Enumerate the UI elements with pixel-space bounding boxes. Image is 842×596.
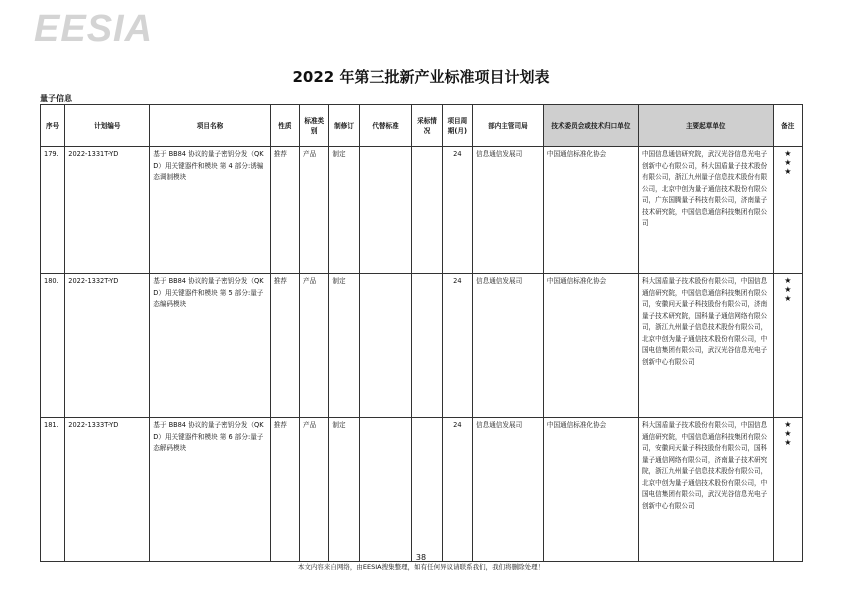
star-icon: ★: [784, 285, 792, 294]
cell-std-type: 产品: [300, 418, 329, 562]
cell-dept: 信息通信发展司: [473, 147, 544, 274]
cell-adopt: [412, 147, 442, 274]
cell-no: 179.: [41, 147, 65, 274]
header-no: 序号: [41, 105, 65, 147]
cell-replace: [359, 274, 412, 418]
table-row: [41, 274, 803, 418]
header-plan-no: 计划编号: [65, 105, 150, 147]
cell-period: 24: [442, 418, 472, 562]
cell-plan-no: 2022-1332T-YD: [65, 274, 150, 418]
cell-adopt: [412, 274, 442, 418]
cell-committee: 中国通信标准化协会: [543, 147, 638, 274]
star-icon: ★: [784, 294, 792, 303]
header-remark: 备注: [773, 105, 802, 147]
header-revise: 制修订: [329, 105, 359, 147]
header-period: 项目周期(月): [442, 105, 472, 147]
section-label: 量子信息: [40, 94, 72, 103]
cell-period: 24: [442, 147, 472, 274]
cell-nature: 推荐: [270, 274, 299, 418]
header-replace: 代替标准: [359, 105, 412, 147]
cell-units: 科大国盾量子技术股份有限公司，中国信息通信研究院，中国信息通信科技集团有限公司，安徽问天量子科技股份有限公司，国科量子通信网络有限公司，济南量子技术研究院，浙江九州量子信息技术股份有限公司，北京中创为量子通信技术股份有限公司，中国电信集团有限公司，武汉光谷信息光电子创新中心有限公司: [638, 418, 773, 562]
cell-period: 24: [442, 274, 472, 418]
star-icon: ★: [784, 420, 792, 429]
header-std-type: 标准类别: [300, 105, 329, 147]
table-row: [41, 418, 803, 562]
cell-plan-no: 2022-1331T-YD: [65, 147, 150, 274]
cell-dept: 信息通信发展司: [473, 418, 544, 562]
header-units: 主要起草单位: [638, 105, 773, 147]
footer-notice: 本文内容来自网络，由EESIA搜集整理，如有任何异议请联系我们，我们将删除处理！: [297, 563, 545, 571]
cell-committee: 中国通信标准化协会: [543, 418, 638, 562]
cell-units: 中国信息通信研究院，武汉光谷信息光电子创新中心有限公司，科大国盾量子技术股份有限公司，浙江九州量子信息技术股份有限公司，北京中创为量子通信技术股份有限公司，广东国腾量子科技有限公司，济南量子技术研究院，中国信息通信科技集团有限公司: [638, 147, 773, 274]
star-icon: ★: [784, 276, 792, 285]
star-icon: ★: [784, 167, 792, 176]
cell-name: 基于 BB84 协议的量子密钥分发（QKD）用关键器件和模块 第 6 部分:量子态解码模块: [150, 418, 270, 562]
cell-name: 基于 BB84 协议的量子密钥分发（QKD）用关键器件和模块 第 5 部分:量子态编码模块: [150, 274, 270, 418]
star-icon: ★: [784, 158, 792, 167]
cell-remark: [773, 147, 802, 274]
page-number: 38: [415, 553, 427, 562]
plan-table: [40, 104, 803, 562]
cell-remark: [773, 418, 802, 562]
cell-dept: 信息通信发展司: [473, 274, 544, 418]
cell-no: 180.: [41, 274, 65, 418]
star-icon: ★: [784, 438, 792, 447]
page-title: 2022 年第三批新产业标准项目计划表: [292, 68, 550, 86]
cell-std-type: 产品: [300, 147, 329, 274]
table-header-row: [41, 105, 803, 147]
cell-revise: 制定: [329, 274, 359, 418]
cell-remark: [773, 274, 802, 418]
cell-units: 科大国盾量子技术股份有限公司，中国信息通信研究院，中国信息通信科技集团有限公司，安徽问天量子科技股份有限公司，济南量子技术研究院，国科量子通信网络有限公司，浙江九州量子信息技术股份有限公司，北京中创为量子通信技术股份有限公司，中国电信集团有限公司，武汉光谷信息光电子创新中心有限公司: [638, 274, 773, 418]
header-committee: 技术委员会或技术归口单位: [543, 105, 638, 147]
cell-replace: [359, 147, 412, 274]
star-icon: ★: [784, 429, 792, 438]
header-name: 项目名称: [150, 105, 270, 147]
cell-committee: 中国通信标准化协会: [543, 274, 638, 418]
cell-revise: 制定: [329, 147, 359, 274]
eesia-watermark-logo: EESIA: [34, 8, 154, 50]
cell-name: 基于 BB84 协议的量子密钥分发（QKD）用关键器件和模块 第 4 部分:诱骗态调制模块: [150, 147, 270, 274]
cell-nature: 推荐: [270, 147, 299, 274]
header-dept: 部内主管司局: [473, 105, 544, 147]
header-adopt: 采标情况: [412, 105, 442, 147]
cell-no: 181.: [41, 418, 65, 562]
cell-std-type: 产品: [300, 274, 329, 418]
cell-replace: [359, 418, 412, 562]
header-nature: 性质: [270, 105, 299, 147]
star-icon: ★: [784, 149, 792, 158]
cell-revise: 制定: [329, 418, 359, 562]
cell-nature: 推荐: [270, 418, 299, 562]
cell-plan-no: 2022-1333T-YD: [65, 418, 150, 562]
cell-adopt: [412, 418, 442, 562]
table-row: [41, 147, 803, 274]
